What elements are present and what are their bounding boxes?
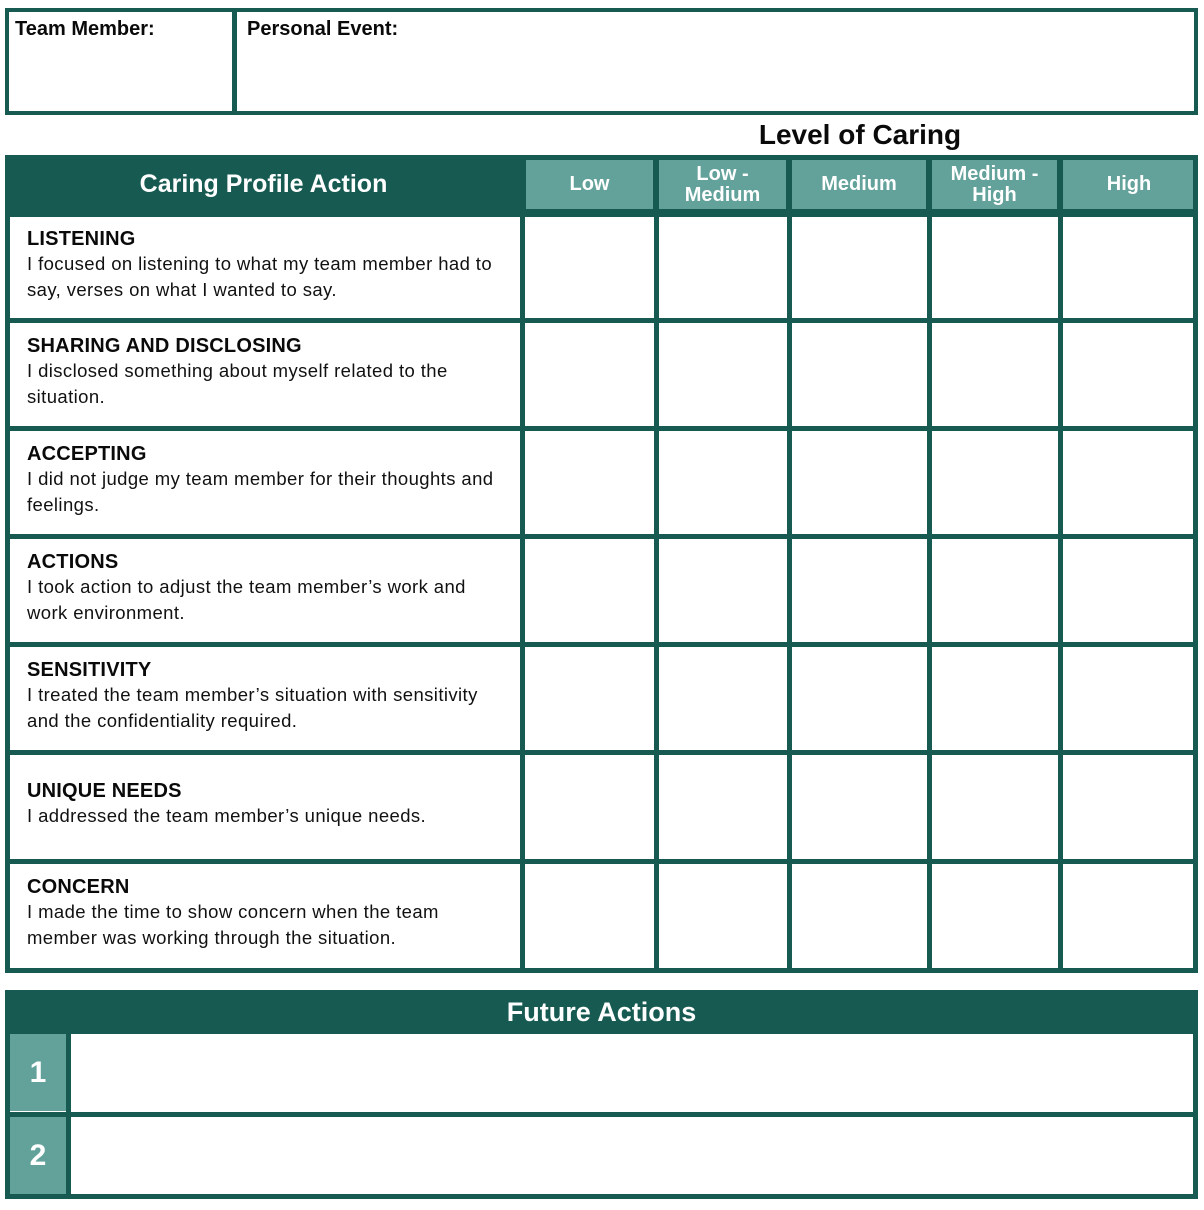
row-divider	[5, 318, 1198, 323]
rating-cell-2[interactable]	[661, 649, 789, 752]
rating-cell-5[interactable]	[1065, 433, 1198, 536]
action-title: SHARING AND DISCLOSING	[27, 334, 302, 357]
rating-cell-3[interactable]	[794, 757, 929, 861]
rating-cell-1[interactable]	[527, 866, 656, 970]
rating-cell-4[interactable]	[934, 433, 1060, 536]
future-action-input-2[interactable]	[71, 1117, 1193, 1195]
rating-cell-1[interactable]	[527, 325, 656, 428]
team-member-label: Team Member:	[15, 18, 155, 40]
future-action-number	[9, 1034, 67, 1111]
level-header-medium	[792, 160, 926, 209]
level-header-medium-high	[932, 160, 1057, 209]
column-divider	[787, 155, 792, 972]
rating-cell-5[interactable]	[1065, 866, 1198, 970]
action-cell	[27, 428, 504, 536]
row-divider	[5, 750, 1198, 755]
action-title: ACCEPTING	[27, 442, 147, 465]
rating-cell-5[interactable]	[1065, 325, 1198, 428]
action-title: UNIQUE NEEDS	[27, 780, 182, 802]
action-cell	[27, 752, 504, 861]
rating-cell-3[interactable]	[794, 866, 929, 970]
action-description: I treated the team member’s situation with sensitivity and the confidentiality required.	[27, 683, 478, 731]
rating-cell-1[interactable]	[527, 757, 656, 861]
row-divider	[5, 534, 1198, 539]
level-header-label: Low - Medium	[684, 162, 761, 206]
rating-cell-2[interactable]	[661, 433, 789, 536]
level-header-label: Medium	[821, 173, 897, 195]
rating-cell-1[interactable]	[527, 541, 656, 644]
action-title: LISTENING	[27, 227, 136, 250]
future-row-divider	[5, 1194, 1198, 1199]
rating-cell-5[interactable]	[1065, 219, 1198, 320]
row-divider	[5, 968, 1198, 973]
rating-cell-2[interactable]	[661, 866, 789, 970]
action-column-header	[5, 155, 522, 214]
action-cell	[27, 861, 504, 970]
level-header-label: High	[1106, 173, 1152, 195]
action-description: I focused on listening to what my team member had to say, verses on what I wanted to say.	[27, 252, 493, 300]
rating-cell-5[interactable]	[1065, 541, 1198, 644]
rating-cell-4[interactable]	[934, 219, 1060, 320]
rating-cell-4[interactable]	[934, 325, 1060, 428]
rating-cell-3[interactable]	[794, 541, 929, 644]
action-description: I disclosed something about myself related to the situation.	[27, 359, 448, 407]
column-divider	[520, 155, 525, 972]
level-header-low-medium	[659, 160, 786, 209]
rating-cell-2[interactable]	[661, 757, 789, 861]
action-cell	[27, 320, 504, 428]
future-left-border	[5, 1032, 10, 1199]
action-cell	[27, 214, 504, 320]
rating-cell-4[interactable]	[934, 866, 1060, 970]
rating-cell-1[interactable]	[527, 433, 656, 536]
future-number-divider	[66, 1032, 71, 1199]
rating-cell-2[interactable]	[661, 325, 789, 428]
row-divider	[5, 426, 1198, 431]
rating-cell-5[interactable]	[1065, 649, 1198, 752]
column-divider	[5, 155, 10, 972]
action-description: I made the time to show concern when the team member was working through the situation.	[27, 901, 439, 948]
rating-cell-5[interactable]	[1065, 757, 1198, 861]
row-divider	[5, 859, 1198, 864]
rating-cell-4[interactable]	[934, 649, 1060, 752]
action-title: SENSITIVITY	[27, 658, 152, 681]
action-cell	[27, 536, 504, 644]
rating-cell-3[interactable]	[794, 649, 929, 752]
action-description: I addressed the team member’s unique needs.	[27, 805, 427, 826]
rating-cell-1[interactable]	[527, 219, 656, 320]
future-action-number	[9, 1116, 67, 1195]
row-divider	[5, 212, 1198, 217]
action-title: CONCERN	[27, 876, 130, 898]
personal-event-field[interactable]	[237, 12, 1194, 111]
level-of-caring-title: Level of Caring	[758, 119, 962, 150]
action-description: I took action to adjust the team member’s work and work environment.	[27, 575, 466, 623]
rating-cell-3[interactable]	[794, 219, 929, 320]
future-actions-header	[5, 990, 1198, 1034]
rating-cell-4[interactable]	[934, 541, 1060, 644]
future-row-divider	[5, 1112, 1198, 1117]
action-cell	[27, 644, 504, 752]
rating-cell-3[interactable]	[794, 433, 929, 536]
future-actions-title: Future Actions	[506, 996, 697, 1027]
level-header-high	[1063, 160, 1195, 209]
rating-cell-4[interactable]	[934, 757, 1060, 861]
rating-cell-2[interactable]	[661, 219, 789, 320]
level-header-label: Medium - High	[950, 162, 1039, 206]
personal-event-label: Personal Event:	[247, 18, 399, 40]
row-divider	[5, 642, 1198, 647]
action-description: I did not judge my team member for their thoughts and feelings.	[27, 467, 494, 515]
team-member-field[interactable]	[9, 12, 232, 111]
action-column-header-label: Caring Profile Action	[139, 170, 388, 198]
level-header-low	[526, 160, 653, 209]
rating-cell-3[interactable]	[794, 325, 929, 428]
level-header-label: Low	[569, 173, 610, 195]
future-action-number-label: 1	[29, 1055, 47, 1089]
rating-cell-1[interactable]	[527, 649, 656, 752]
column-divider	[927, 155, 932, 972]
future-action-input-1[interactable]	[71, 1035, 1193, 1111]
future-right-border	[1193, 1032, 1198, 1199]
rating-cell-2[interactable]	[661, 541, 789, 644]
future-action-number-label: 2	[29, 1138, 47, 1172]
column-divider	[654, 155, 659, 972]
column-divider	[1193, 155, 1198, 972]
action-title: ACTIONS	[27, 550, 119, 573]
column-divider	[1058, 155, 1063, 972]
